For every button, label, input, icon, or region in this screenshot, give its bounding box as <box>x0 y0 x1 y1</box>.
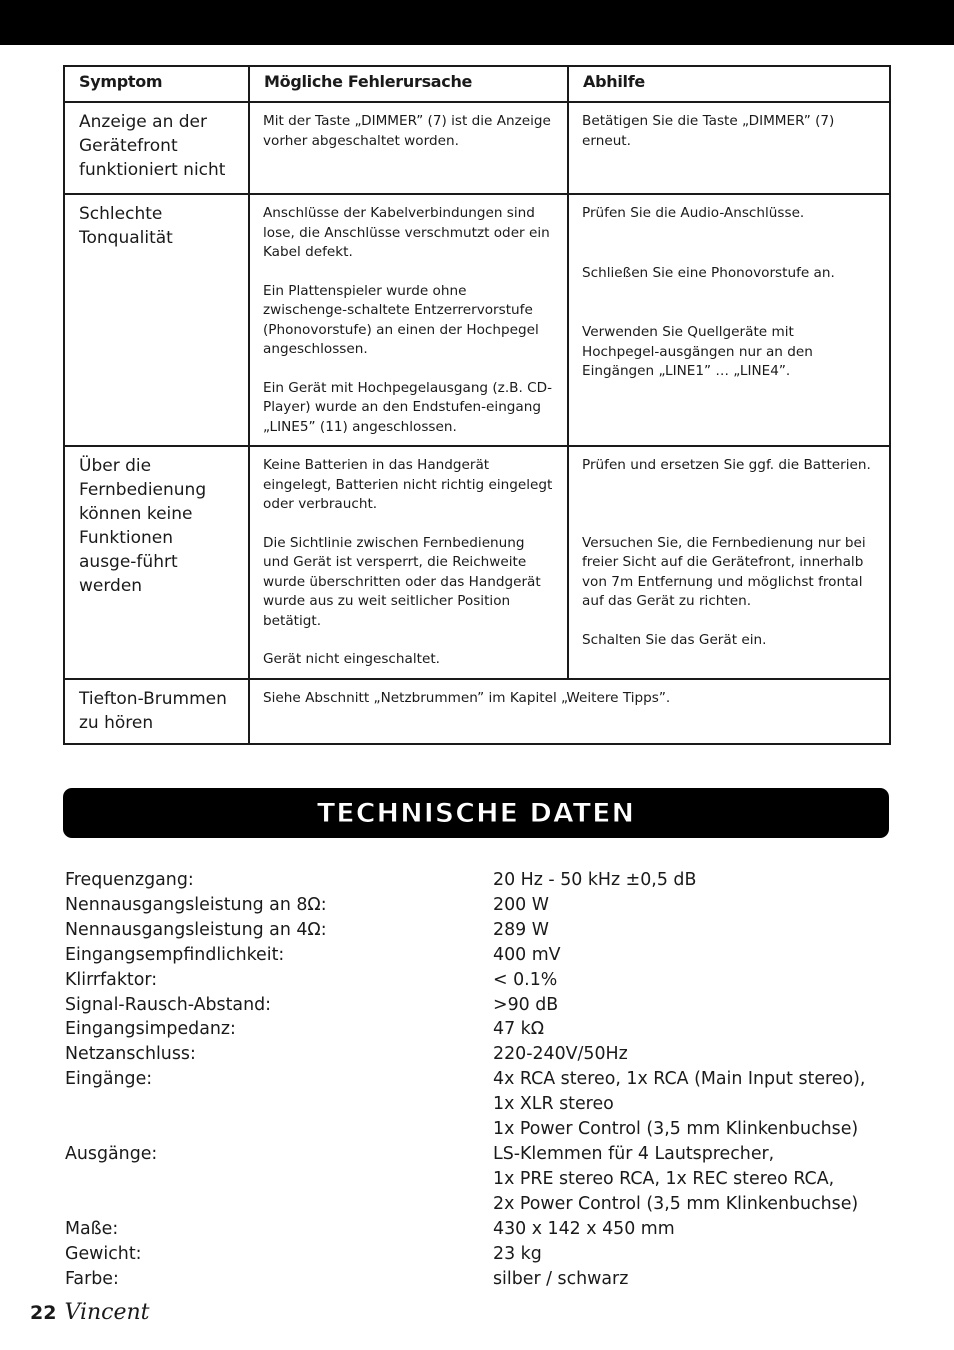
spec-value: 47 kΩ <box>493 1019 545 1040</box>
spec-value: 220-240V/50Hz <box>493 1044 628 1065</box>
section-header <box>63 788 889 838</box>
spec-value: 289 W <box>493 919 549 940</box>
spec-value: 200 W <box>493 894 549 915</box>
table-header-row <box>64 66 890 102</box>
spec-label: Eingangsempfindlichkeit: <box>65 944 285 965</box>
header-remedy: Abhilfe <box>568 66 890 102</box>
spec-value: >90 dB <box>493 994 559 1015</box>
spec-row <box>65 1142 905 1167</box>
page-footer <box>30 1300 150 1325</box>
spec-row <box>65 868 905 893</box>
spec-row <box>65 1042 905 1067</box>
spec-label: Signal-Rausch-Abstand: <box>65 994 272 1015</box>
spec-value: 4x RCA stereo, 1x RCA (Main Input stereo), <box>493 1069 866 1090</box>
symptom-cell: Schlechte Tonqualität <box>64 194 249 446</box>
spec-label <box>65 1092 493 1117</box>
spec-row <box>65 1267 905 1292</box>
spec-value: 430 x 142 x 450 mm <box>493 1218 675 1239</box>
spec-label: Nennausgangsleistung an 4Ω: <box>65 919 327 940</box>
cause-text: Gerät nicht eingeschaltet. <box>263 651 440 667</box>
troubleshooting-table <box>63 65 891 745</box>
spec-value: < 0.1% <box>493 969 558 990</box>
spec-label <box>65 1192 493 1217</box>
spec-value: LS-Klemmen für 4 Lautsprecher, <box>493 1143 775 1164</box>
table-row <box>64 102 890 194</box>
remedy-text: Prüfen Sie die Audio-Anschlüsse. <box>582 205 805 221</box>
cause-cell <box>249 194 568 446</box>
cause-text: Mit der Taste „DIMMER” (7) ist die Anzeige vorher abgeschaltet worden. <box>263 113 551 149</box>
spec-row <box>65 1192 905 1217</box>
spec-row <box>65 1067 905 1092</box>
page-number: 22 <box>30 1302 57 1324</box>
section-title: TECHNISCHE DATEN <box>316 797 636 829</box>
header-cause: Mögliche Fehlerursache <box>249 66 568 102</box>
spec-row <box>65 1092 905 1117</box>
remedy-text: Verwenden Sie Quellgeräte mit Hochpegel-ausgängen nur an den Eingängen „LINE1” … „LINE4”. <box>582 324 813 379</box>
spec-value: 1x Power Control (3,5 mm Klinkenbuchse) <box>493 1119 859 1140</box>
spec-value: 2x Power Control (3,5 mm Klinkenbuchse) <box>493 1193 859 1214</box>
remedy-text: Schließen Sie eine Phonovorstufe an. <box>582 264 835 281</box>
cause-text: Die Sichtlinie zwischen Fernbedienung und Gerät ist versperrt, die Reichweite wurde überschritten oder das Handgerät wurde aus zu weit seitlicher Position betätigt. <box>263 534 541 629</box>
spec-row <box>65 968 905 993</box>
spec-label: Eingangsimpedanz: <box>65 1019 236 1040</box>
spec-label <box>65 1167 493 1192</box>
spec-value: 1x PRE stereo RCA, 1x REC stereo RCA, <box>493 1168 835 1189</box>
spec-row <box>65 918 905 943</box>
spec-row <box>65 1017 905 1042</box>
spec-list <box>65 868 905 1291</box>
spec-row <box>65 1217 905 1242</box>
cause-text: Anschlüsse der Kabelverbindungen sind lose, die Anschlüsse verschmutzt oder ein Kabel defekt. <box>263 205 550 260</box>
note-cell: Siehe Abschnitt „Netzbrummen” im Kapitel „Weitere Tipps”. <box>249 679 890 744</box>
spec-label: Ausgänge: <box>65 1143 158 1164</box>
remedy-text: Betätigen Sie die Taste „DIMMER” (7) erneut. <box>582 113 835 149</box>
remedy-text: Prüfen und ersetzen Sie ggf. die Batterien. <box>582 457 871 473</box>
spec-label: Nennausgangsleistung an 8Ω: <box>65 894 327 915</box>
cause-text: Keine Batterien in das Handgerät eingelegt, Batterien nicht richtig eingelegt oder verbraucht. <box>263 457 553 512</box>
cause-text: Ein Plattenspieler wurde ohne zwischenge-schaltete Entzerrervorstufe (Phonovorstufe) an einen der Hochpegel angeschlossen. <box>263 282 539 357</box>
spec-row <box>65 943 905 968</box>
spec-label: Eingänge: <box>65 1069 153 1090</box>
spec-row <box>65 1242 905 1267</box>
spec-value: 400 mV <box>493 944 561 965</box>
top-black-bar <box>0 0 954 45</box>
spec-label: Klirrfaktor: <box>65 969 158 990</box>
table-row <box>64 679 890 744</box>
symptom-cell: Tiefton-Brummen zu hören <box>64 679 249 744</box>
spec-label: Gewicht: <box>65 1243 142 1264</box>
symptom-cell: Über die Fernbedienung können keine Funktionen ausge-führt werden <box>64 446 249 679</box>
cause-cell <box>249 102 568 194</box>
remedy-cell <box>568 194 890 446</box>
remedy-cell <box>568 446 890 679</box>
table-row <box>64 194 890 446</box>
spec-value: 23 kg <box>493 1243 542 1264</box>
brand-logo: Vincent <box>64 1300 150 1325</box>
remedy-text: Schalten Sie das Gerät ein. <box>582 631 767 648</box>
symptom-cell: Anzeige an der Gerätefront funktioniert nicht <box>64 102 249 194</box>
spec-row <box>65 893 905 918</box>
spec-row <box>65 1117 905 1142</box>
spec-label: Frequenzgang: <box>65 870 194 890</box>
spec-label: Farbe: <box>65 1268 119 1289</box>
spec-row <box>65 993 905 1018</box>
spec-label: Netzanschluss: <box>65 1044 196 1065</box>
spec-label: Maße: <box>65 1218 119 1239</box>
remedy-cell <box>568 102 890 194</box>
remedy-text: Versuchen Sie, die Fernbedienung nur bei freier Sicht auf die Gerätefront, innerhalb von 7m Entfernung und möglichst frontal auf das Gerät zu richten. <box>582 534 866 609</box>
cause-cell <box>249 446 568 679</box>
spec-label <box>65 1117 493 1142</box>
spec-value: 20 Hz - 50 kHz ±0,5 dB <box>493 870 697 890</box>
table-row <box>64 446 890 679</box>
spec-value: 1x XLR stereo <box>493 1094 614 1115</box>
header-symptom: Symptom <box>64 66 249 102</box>
spec-row <box>65 1167 905 1192</box>
spec-value: silber / schwarz <box>493 1268 629 1289</box>
cause-text: Ein Gerät mit Hochpegelausgang (z.B. CD-Player) wurde an den Endstufen-eingang „LINE5” (11) angeschlossen. <box>263 379 552 435</box>
